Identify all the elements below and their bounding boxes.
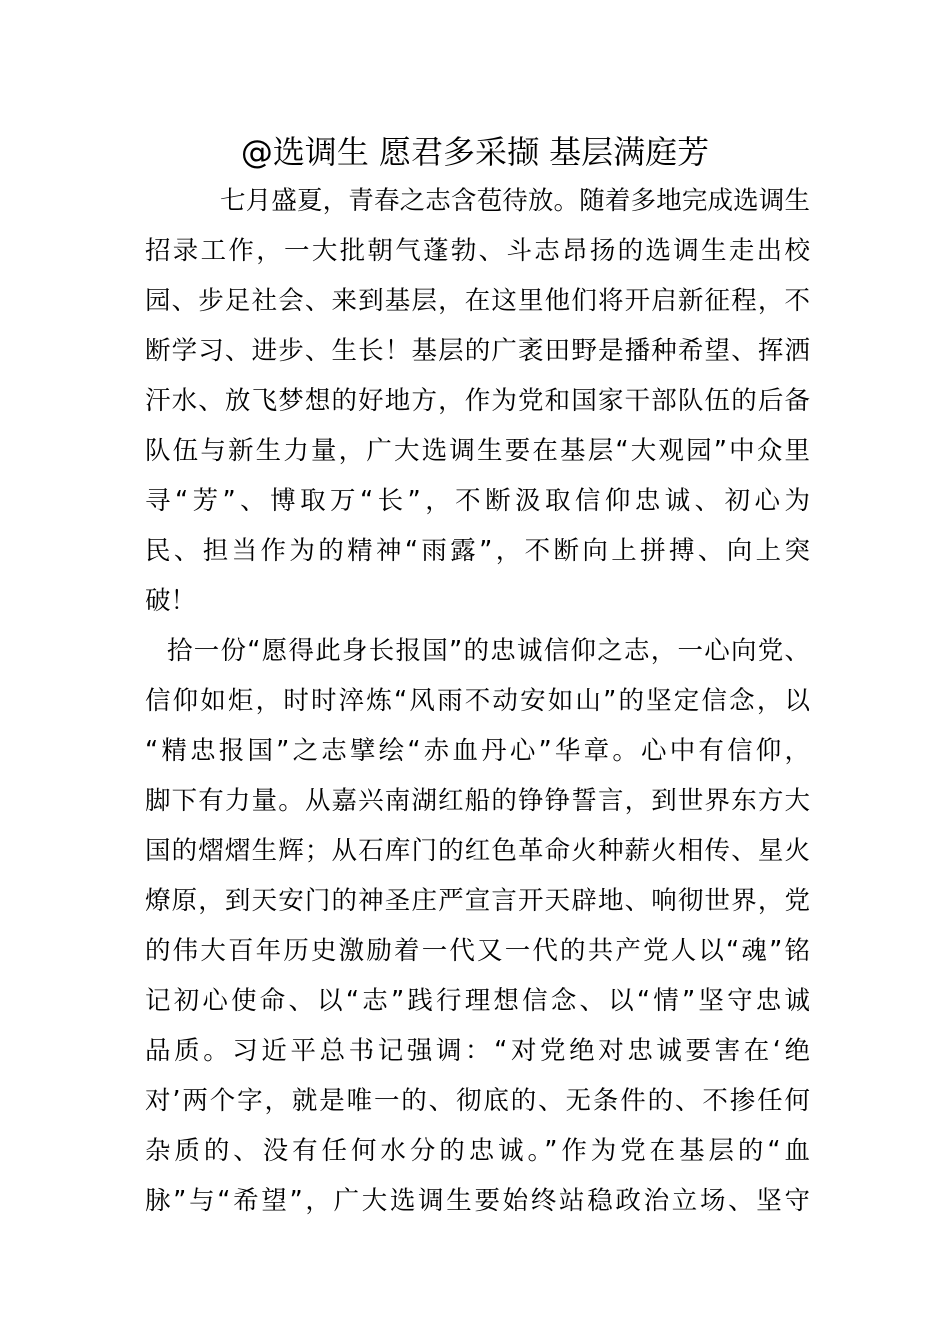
- paragraph-line: 对’两个字，就是唯一的、彻底的、无条件的、不掺任何: [145, 1086, 810, 1116]
- paragraph-line: 招录工作，一大批朝气蓬勃、斗志昂扬的选调生走出校: [145, 236, 810, 266]
- paragraph-line: 破！: [145, 586, 197, 616]
- paragraph-line: 队伍与新生力量，广大选调生要在基层“大观园”中众里: [145, 436, 810, 466]
- paragraph-line: 杂质的、没有任何水分的忠诚。”作为党在基层的“血: [145, 1136, 810, 1166]
- paragraph-line: 七月盛夏，青春之志含苞待放。随着多地完成选调生: [220, 186, 810, 216]
- paragraph-line: 脚下有力量。从嘉兴南湖红船的铮铮誓言，到世界东方大: [145, 786, 810, 816]
- paragraph-line: 汗水、放飞梦想的好地方，作为党和国家干部队伍的后备: [145, 386, 810, 416]
- paragraph-line: 脉”与“希望”，广大选调生要始终站稳政治立场、坚守: [145, 1186, 810, 1216]
- paragraph-line: “精忠报国”之志擘绘“赤血丹心”华章。心中有信仰，: [145, 736, 810, 766]
- paragraph-line: 拾一份“愿得此身长报国”的忠诚信仰之志，一心向党、: [167, 636, 810, 666]
- paragraph-line: 园、步足社会、来到基层，在这里他们将开启新征程，不: [145, 286, 810, 316]
- document-title: @选调生 愿君多采撷 基层满庭芳: [240, 133, 710, 171]
- paragraph-line: 国的熠熠生辉；从石库门的红色革命火种薪火相传、星火: [145, 836, 810, 866]
- paragraph-line: 寻“芳”、博取万“长”，不断汲取信仰忠诚、初心为: [145, 486, 810, 516]
- document-body: [145, 176, 810, 1226]
- paragraph-line: 断学习、进步、生长！基层的广袤田野是播种希望、挥洒: [145, 336, 810, 366]
- paragraph-line: 信仰如炬，时时淬炼“风雨不动安如山”的坚定信念，以: [145, 686, 810, 716]
- paragraph-line: 民、担当作为的精神“雨露”，不断向上拼搏、向上突: [145, 536, 810, 566]
- paragraph-line: 品质。习近平总书记强调：“对党绝对忠诚要害在‘绝: [145, 1036, 810, 1066]
- paragraph-line: 燎原，到天安门的神圣庄严宣言开天辟地、响彻世界，党: [145, 886, 810, 916]
- paragraph-line: 的伟大百年历史激励着一代又一代的共产党人以“魂”铭: [145, 936, 810, 966]
- paragraph-line: 记初心使命、以“志”践行理想信念、以“情”坚守忠诚: [145, 986, 810, 1016]
